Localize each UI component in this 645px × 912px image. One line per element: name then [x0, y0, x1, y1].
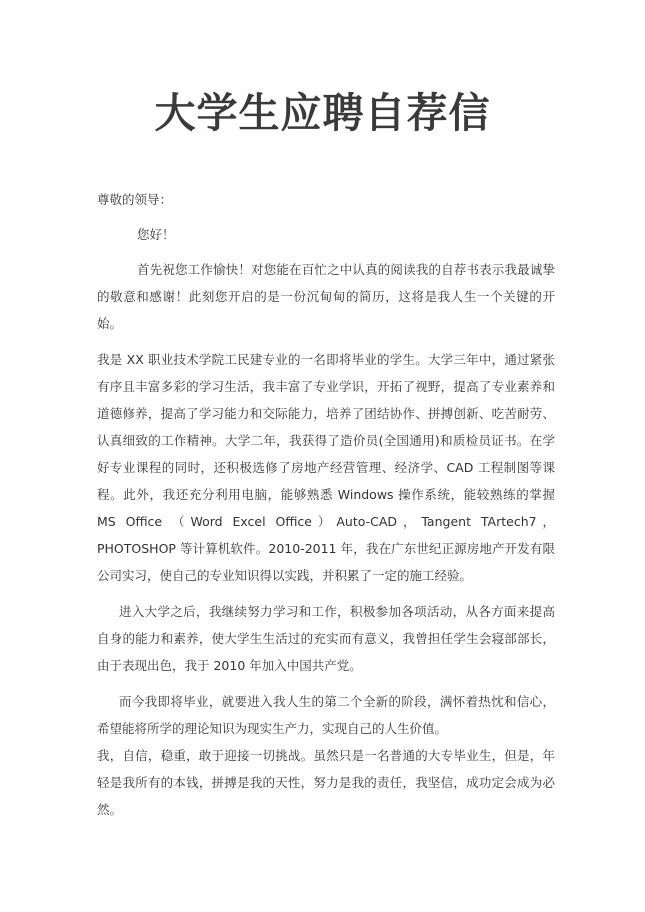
paragraph-background: 我是 XX 职业技术学院工民建专业的一名即将毕业的学生。大学三年中，通过紧张有序且丰富多彩的学习生活，我丰富了专业学识，开拓了视野，提高了专业素养和道德修养，提高了学习能力和交际能力，培养了团结协作、拼搏创新、吃苦耐劳、认真细致的工作精神。大学二年，我获得了造价员(全国通用)和质检员证书。在学好专业课程的同时，还积极选修了房地产经营管理、经济学、CAD 工程制图等课程。此外，我还充分利用电脑，能够熟悉 Windows 操作系统，能较熟练的掌握 MS Office （Word Excel Office）Auto-CAD，Tangent TArtech7，PHOTOSHOP 等计算机软件。2010-2011 年，我在广东世纪正源房地产开发有限公司实习，使自己的专业知识得以实践，并积累了一定的施工经验。 [97, 352, 555, 583]
paragraph-activities: 进入大学之后，我继续努力学习和工作，积极参加各项活动，从各方面来提高自身的能力和素养，使大学生生活过的充实而有意义，我曾担任学生会寝部部长，由于表现出色，我于 2010 年加入中国共产党。 [97, 604, 555, 673]
paragraph-closing: 我，自信，稳重，敢于迎接一切挑战。虽然只是一名普通的大专毕业生，但是，年轻是我所有的本钱，拼搏是我的天性，努力是我的责任，我坚信，成功定会成为必然。 [97, 748, 555, 817]
salutation: 尊敬的领导： [97, 192, 173, 207]
page-title: 大学生应聘自荐信 [154, 89, 491, 137]
paragraph-future: 而今我即将毕业，就要进入我人生的第二个全新的阶段，满怀着热忱和信心，希望能将所学的理论知识为现实生产力，实现自己的人生价值。 [97, 694, 555, 736]
greeting: 您好！ [137, 227, 175, 242]
letter-body [97, 186, 555, 823]
paragraph-intro: 首先祝您工作愉快！对您能在百忙之中认真的阅读我的自荐书表示我最诚挚的敬意和感谢！此刻您开启的是一份沉甸甸的简历，这将是我人生一个关键的开始。 [97, 262, 555, 331]
